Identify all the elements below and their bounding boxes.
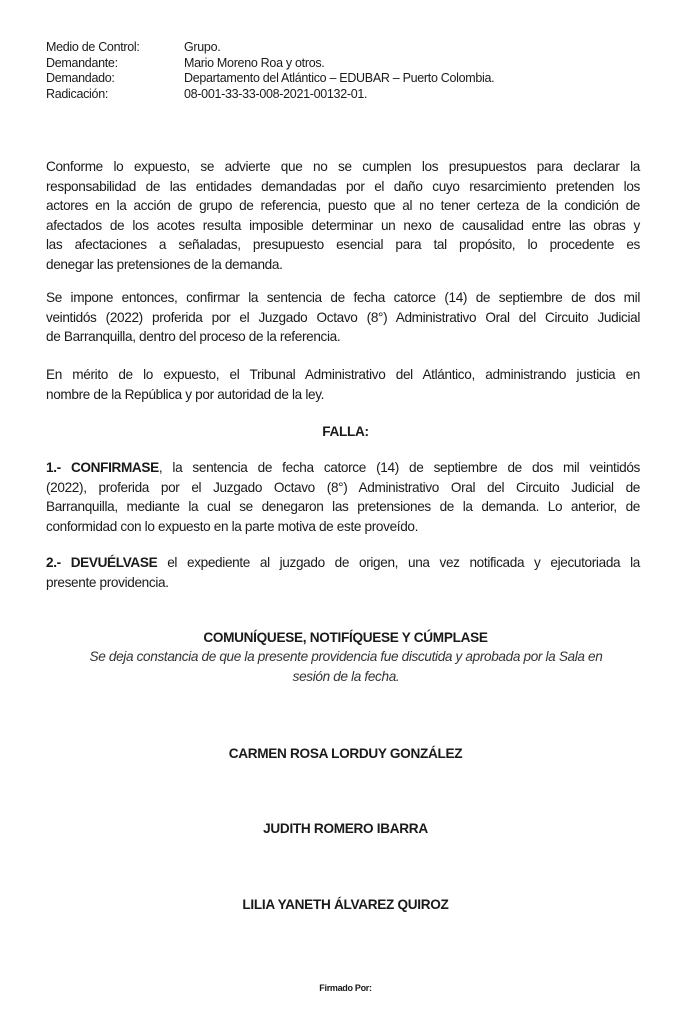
header-row	[46, 40, 494, 56]
text-span: , la sentencia de fecha catorce (14) de septiembre de dos mil veintidós	[158, 460, 640, 475]
closing-formula: COMUNÍQUESE, NOTIFÍQUESE Y CÚMPLASE	[203, 630, 488, 645]
text-line: Barranquilla, mediante la cual se denegaron las pretensiones de la demanda. Lo anterior, de	[46, 499, 640, 515]
paragraph-confirm	[46, 288, 640, 347]
header-label: Radicación:	[46, 87, 109, 102]
text-line: de Barranquilla, dentro del proceso de la referencia.	[46, 329, 341, 345]
text-line: conformidad con lo expuesto en la parte motiva de este proveído.	[46, 518, 419, 534]
note-line: Se deja constancia de que la presente providencia fue discutida y aprobada por la Sala en	[89, 649, 603, 664]
text-line: (2022), proferida por el Juzgado Octavo (8°) Administrativo Oral del Circuito Judicial de	[46, 479, 640, 495]
ruling-keyword: 1.- CONFIRMASE	[46, 460, 159, 475]
header-value: Mario Moreno Roa y otros.	[184, 55, 325, 70]
header-value: 08-001-33-33-008-2021-00132-01.	[184, 87, 368, 102]
text-line	[46, 458, 640, 478]
header-row	[46, 56, 494, 72]
signatory-name: CARMEN ROSA LORDUY GONZÁLEZ	[228, 746, 463, 761]
paragraph-conclusion	[46, 157, 640, 275]
ruling-item-1	[46, 458, 640, 536]
case-header	[46, 40, 494, 103]
ruling-keyword: 2.- DEVUÉLVASE	[46, 555, 158, 570]
text-line: Se impone entonces, confirmar la sentencia de fecha catorce (14) de septiembre de dos mil	[46, 290, 640, 305]
header-label: Demandante:	[46, 55, 118, 70]
text-line: actores en la acción de grupo de referencia, puesto que al no tener certeza de la condición de	[46, 198, 640, 214]
text-line: veintidós (2022) proferida por el Juzgado Octavo (8°) Administrativo Oral del Circuito Judicial	[46, 309, 640, 325]
header-value: Departamento del Atlántico – EDUBAR – Puerto Colombia.	[184, 71, 495, 86]
text-line: En mérito de lo expuesto, el Tribunal Administrativo del Atlántico, administrando justicia en	[46, 367, 640, 382]
falla-heading: FALLA:	[322, 424, 369, 439]
header-row	[46, 87, 494, 103]
text-line	[46, 553, 640, 573]
text-line: afectados de los acotes resulta imposible determinar un nexo de causalidad entre las obras y	[46, 217, 640, 233]
text-line: responsabilidad de las entidades demandadas por el daño cuyo resarcimiento pretenden los	[46, 178, 640, 194]
text-line: las afectaciones a señaladas, presupuesto esencial para tal propósito, lo procedente es	[46, 237, 640, 253]
header-label: Medio de Control:	[46, 40, 140, 54]
header-row	[46, 71, 494, 87]
text-line: presente providencia.	[46, 574, 169, 590]
paragraph-merit	[46, 365, 640, 404]
ruling-item-2	[46, 553, 640, 592]
text-line: nombre de la República y por autoridad de la ley.	[46, 386, 325, 402]
text-line: Conforme lo expuesto, se advierte que no se cumplen los presupuestos para declarar la	[46, 159, 640, 174]
header-label: Demandado:	[46, 71, 115, 86]
header-value: Grupo.	[184, 40, 221, 54]
signatory-name: JUDITH ROMERO IBARRA	[263, 821, 428, 836]
signatory-name: LILIA YANETH ÁLVAREZ QUIROZ	[242, 897, 449, 912]
note-line: sesión de la fecha.	[292, 669, 400, 684]
text-line: denegar las pretensiones de la demanda.	[46, 256, 283, 272]
text-span: el expediente al juzgado de origen, una vez notificada y ejecutoriada la	[157, 555, 640, 570]
signed-by-label: Firmado Por:	[319, 983, 372, 993]
